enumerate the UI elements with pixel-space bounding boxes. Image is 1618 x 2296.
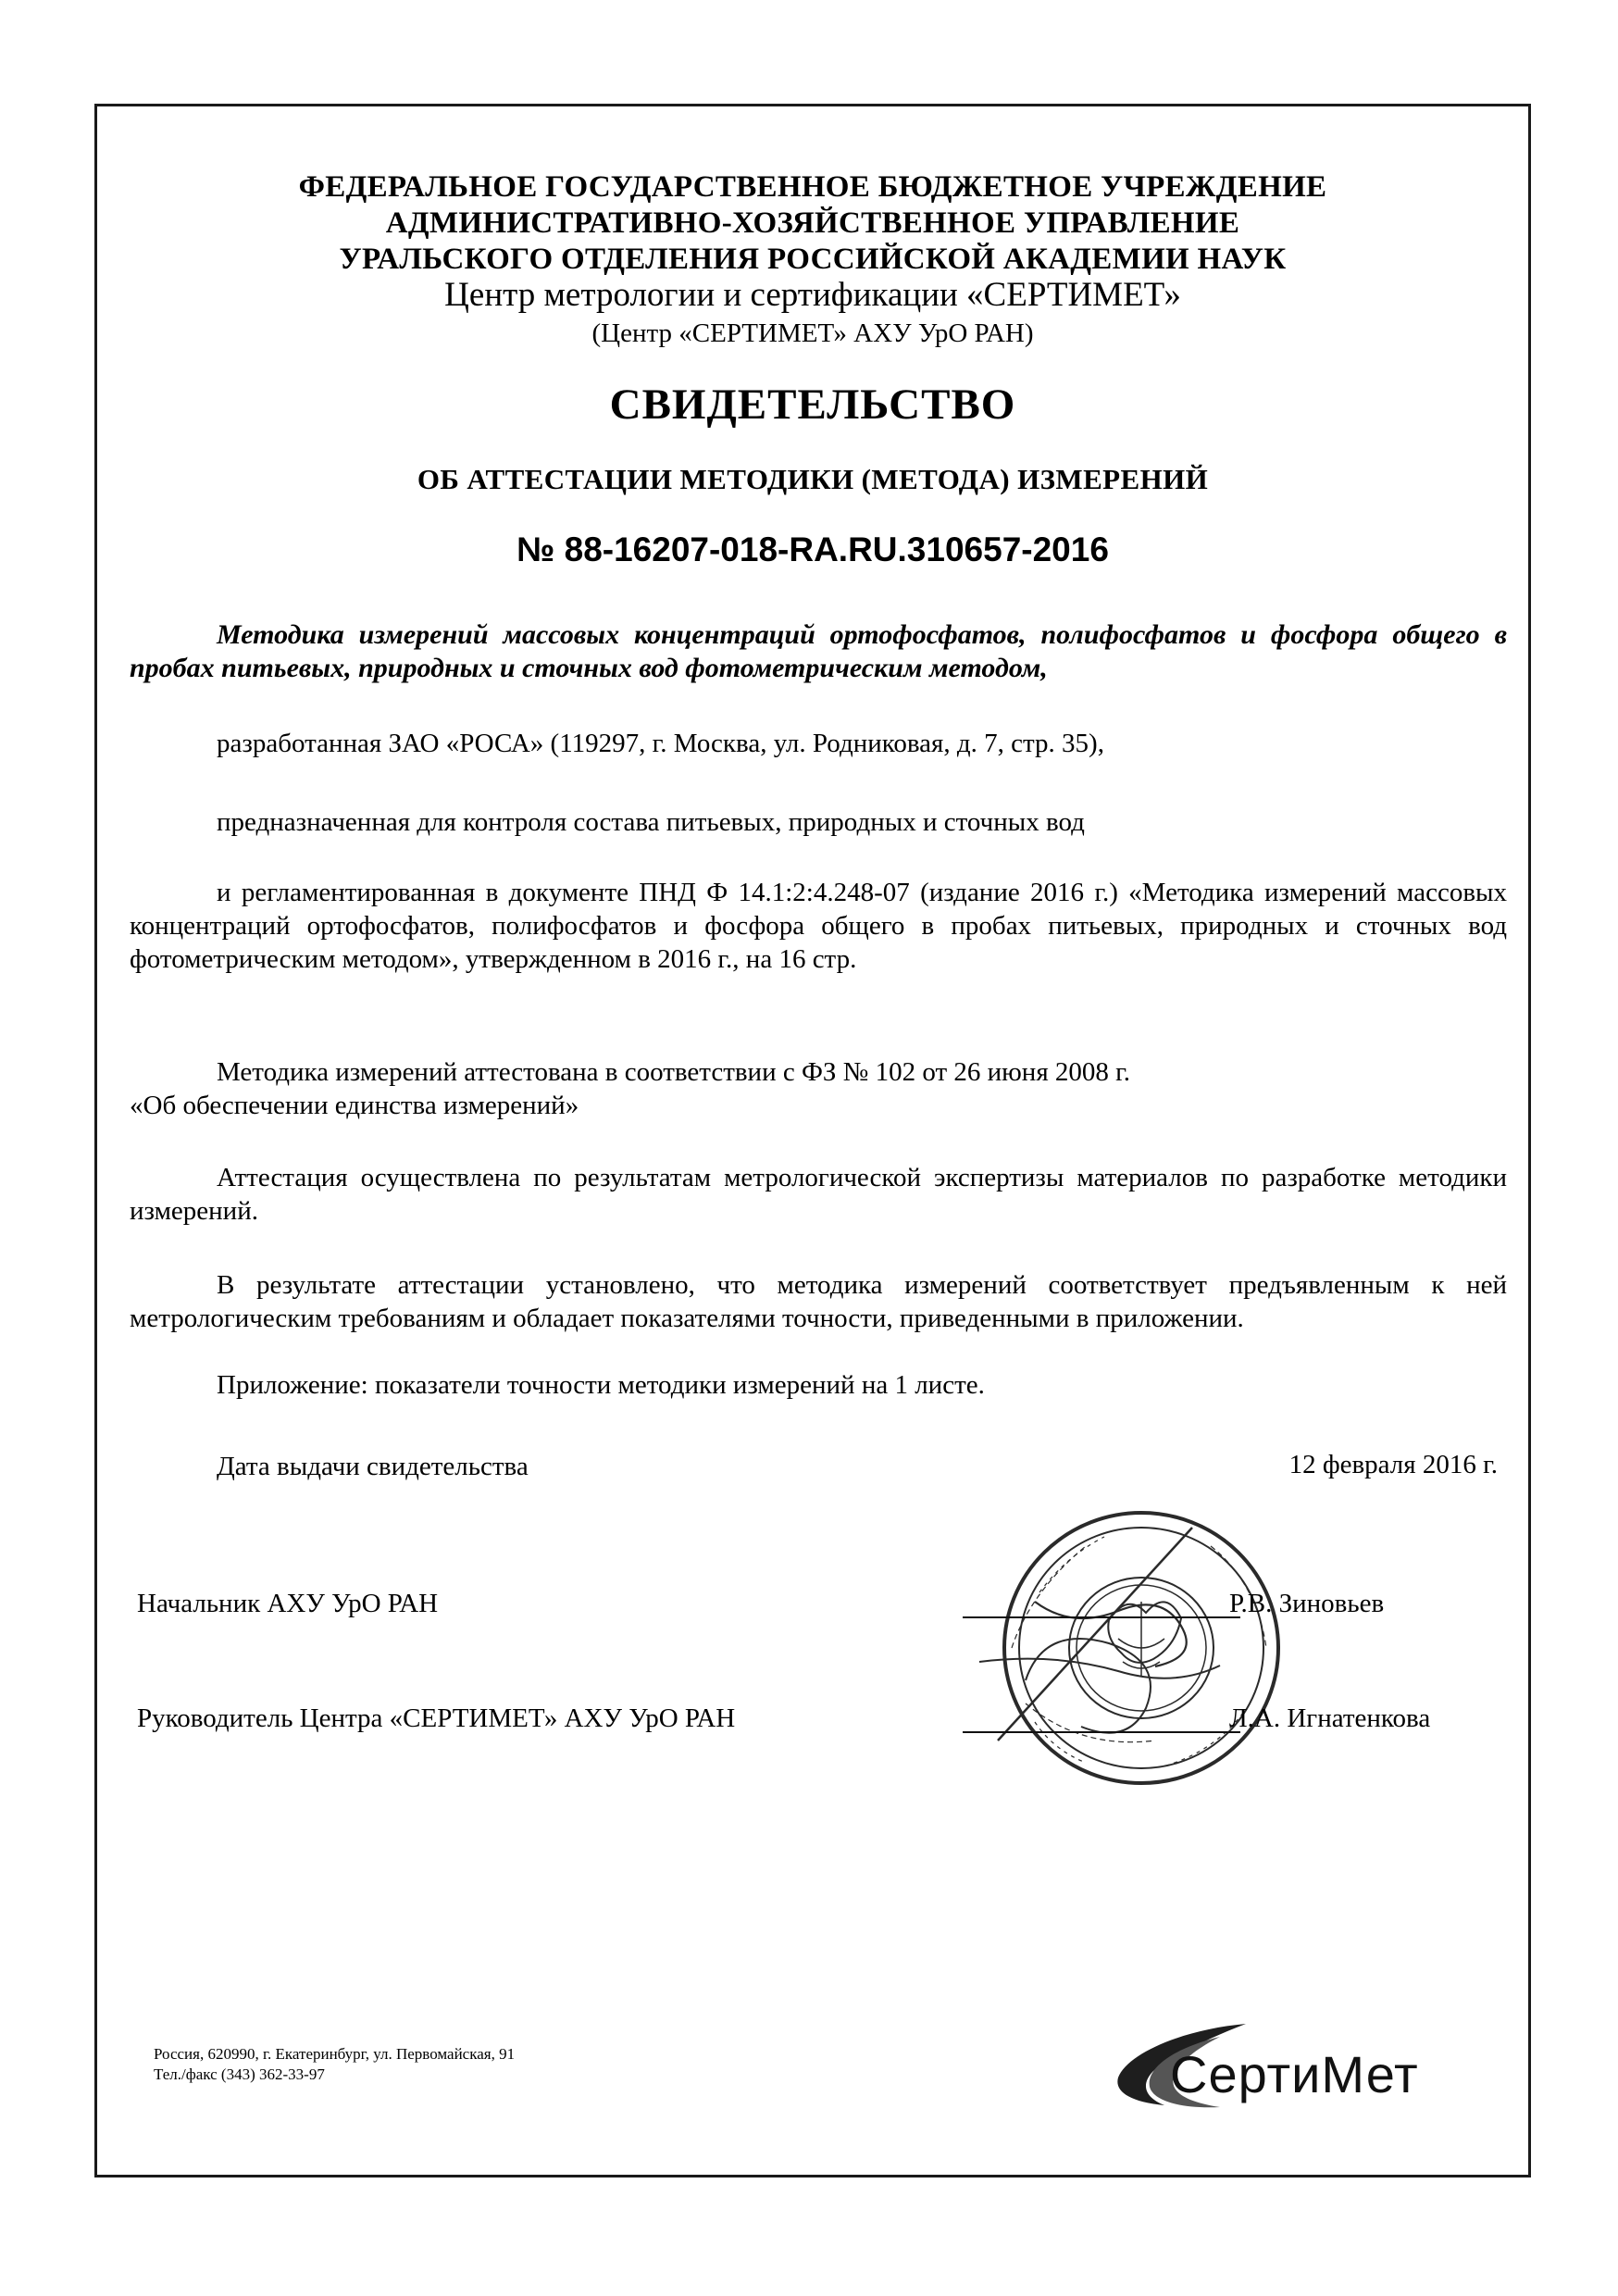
certification-basis: Аттестация осуществлена по результатам метрологической экспертизы материалов по разработке методики измерений. (130, 1163, 1507, 1226)
signatory-1-signature-line (963, 1616, 1240, 1618)
issue-date: 12 февраля 2016 г. (1288, 1450, 1498, 1479)
certified-line-2: «Об обеспечении единства измерений» (130, 1091, 579, 1120)
regulated-in: и регламентированная в документе ПНД Ф 14.1:2:4.248-07 (издание 2016 г.) «Методика измерений массовых концентраций ортофосфатов, полифосфатов и фосфора общего в пробах питьевых, природных и сточных вод фотометрическим методом», утвержденном в 2016 г., на 16 стр. (130, 878, 1507, 974)
signatory-1-name: Р.В. Зиновьев (1229, 1589, 1385, 1618)
method-name: Методика измерений массовых концентраций ортофосфатов, полифосфатов и фосфора общего в пробах питьевых, природных и сточных вод фотометрическим методом, (130, 619, 1507, 683)
center-short-name: (Центр «СЕРТИМЕТ» АХУ УрО РАН) (591, 318, 1034, 348)
logo-text: СертиМет (1170, 2045, 1419, 2103)
phone-line: Тел./факс (343) 362-33-97 (154, 2065, 325, 2083)
address-line: Россия, 620990, г. Екатеринбург, ул. Первомайская, 91 (154, 2045, 516, 2063)
certification-result: В результате аттестации установлено, что методика измерений соответствует предъявленным к ней метрологическим требованиям и обладает показателями точности, приведенными в приложении. (130, 1270, 1507, 1333)
signatory-1-position: Начальник АХУ УрО РАН (137, 1589, 439, 1618)
organization-header (94, 169, 1531, 278)
sertimet-logo (1109, 2016, 1461, 2118)
document-title: СВИДЕТЕЛЬСТВО (609, 381, 1016, 429)
appendix-note: Приложение: показатели точности методики измерений на 1 листе. (217, 1370, 985, 1400)
signatory-2-name: Л.А. Игнатенкова (1229, 1703, 1431, 1733)
developed-by: разработанная ЗАО «РОСА» (119297, г. Москва, ул. Родниковая, д. 7, стр. 35), (217, 729, 1104, 758)
org-line-3: УРАЛЬСКОГО ОТДЕЛЕНИЯ РОССИЙСКОЙ АКАДЕМИИ НАУК (339, 243, 1287, 276)
intended-for: предназначенная для контроля состава питьевых, природных и сточных вод (217, 807, 1085, 837)
center-name: Центр метрологии и сертификации «СЕРТИМЕТ» (444, 276, 1181, 314)
org-line-1: ФЕДЕРАЛЬНОЕ ГОСУДАРСТВЕННОЕ БЮДЖЕТНОЕ УЧРЕЖДЕНИЕ (298, 170, 1327, 204)
footer-address (154, 2044, 515, 2085)
signatory-2-signature-line (963, 1731, 1240, 1733)
document-subtitle: ОБ АТТЕСТАЦИИ МЕТОДИКИ (МЕТОДА) ИЗМЕРЕНИЙ (417, 463, 1209, 495)
signatory-2-position: Руководитель Центра «СЕРТИМЕТ» АХУ УрО РАН (137, 1703, 736, 1733)
official-seal (970, 1491, 1322, 1805)
issue-date-label: Дата выдачи свидетельства (217, 1452, 529, 1481)
certificate-number: № 88-16207-018-RA.RU.310657-2016 (517, 530, 1109, 568)
org-line-2: АДМИНИСТРАТИВНО-ХОЗЯЙСТВЕННОЕ УПРАВЛЕНИЕ (385, 206, 1240, 240)
certified-line-1: Методика измерений аттестована в соответствии с ФЗ № 102 от 26 июня 2008 г. (217, 1057, 1131, 1087)
